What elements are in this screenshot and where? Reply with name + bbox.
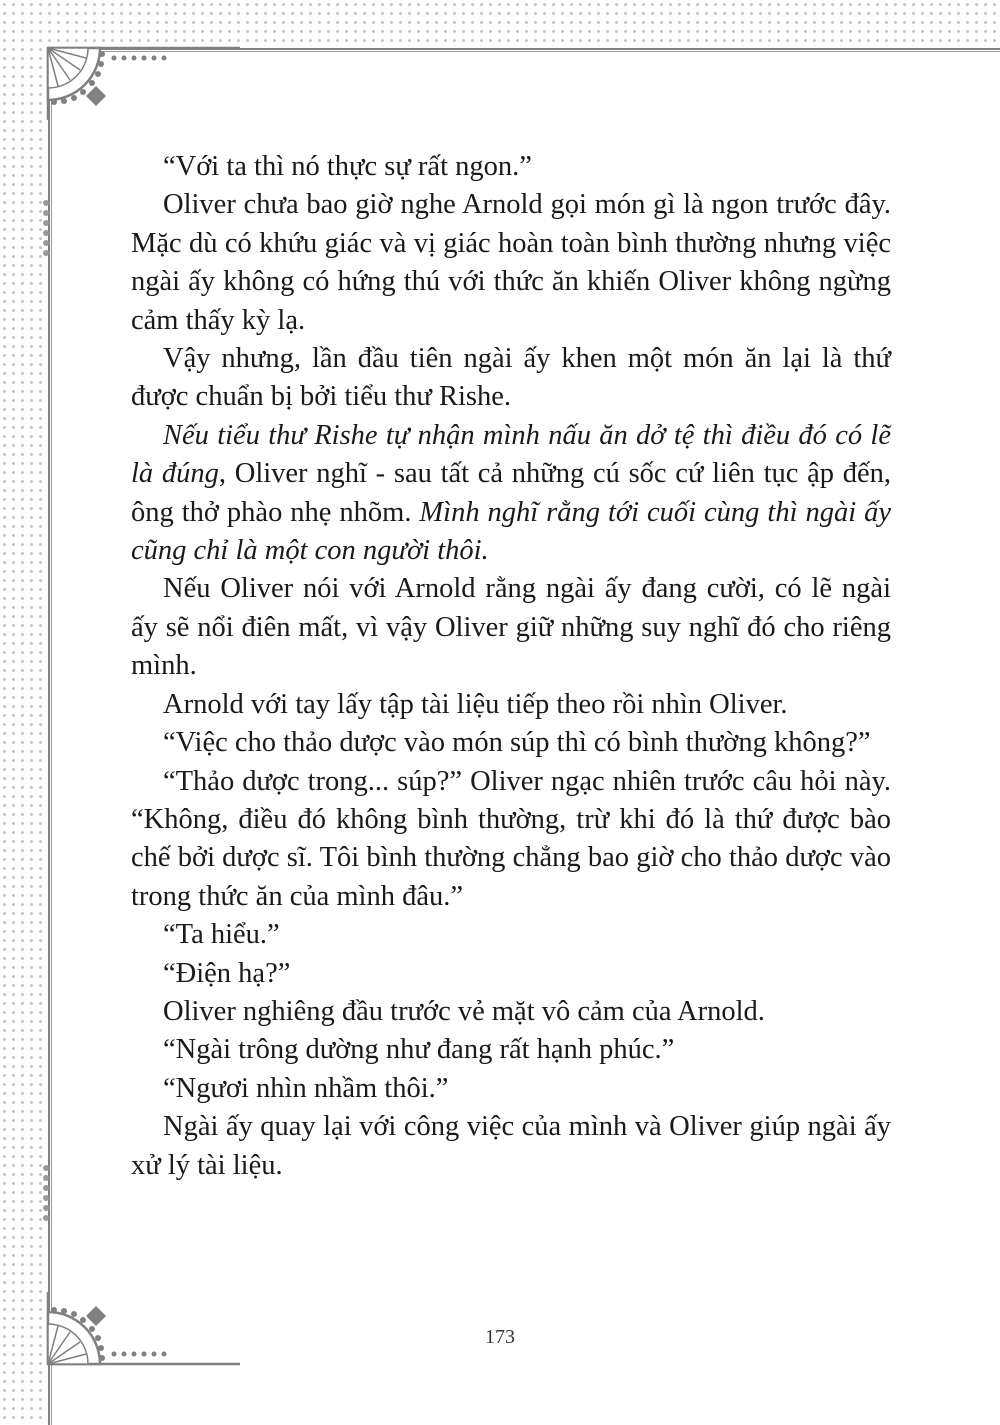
text-segment: “Thảo dược trong... súp?” Oliver ngạc nhiên trước câu hỏi này. “Không, điều đó không bình thường, trừ khi đó là thứ được bào chế bởi dược sĩ. Tôi bình thường chẳng bao giờ cho thảo dược vào trong thức ăn của mình đâu.” (131, 765, 891, 912)
paragraph (131, 148, 891, 186)
border-dots-upper (43, 200, 49, 260)
text-segment: “Ta hiểu.” (163, 919, 280, 951)
italic-text-segment: Nếu tiểu thư Rishe tự nhận mình nấu ăn dở tệ thì điều đó có lẽ là đúng (131, 419, 891, 490)
text-segment: “Điện hạ?” (163, 957, 291, 989)
text-segment: Oliver nghiêng đầu trước vẻ mặt vô cảm của Arnold. (163, 995, 765, 1027)
text-segment: Oliver chưa bao giờ nghe Arnold gọi món gì là ngon trước đây. Mặc dù có khứu giác và vị giác hoàn toàn bình thường nhưng việc ngài ấy không có hứng thú với thức ăn khiến Oliver không ngừng cảm thấy kỳ lạ. (131, 189, 891, 336)
text-segment: Ngài ấy quay lại với công việc của mình và Oliver giúp ngài ấy xử lý tài liệu. (131, 1111, 891, 1181)
paragraph (131, 724, 891, 762)
paragraph (131, 763, 891, 917)
border-dots-lower (43, 1165, 49, 1225)
paragraph (131, 417, 891, 571)
paragraph (131, 993, 891, 1031)
text-segment: “Ngươi nhìn nhầm thôi.” (163, 1072, 449, 1104)
page-number: 173 (485, 1326, 515, 1348)
italic-text-segment: Mình nghĩ rằng tới cuối cùng thì ngài ấy cũng chỉ là một con người thôi. (131, 496, 891, 567)
paragraph (131, 686, 891, 724)
paragraph (131, 1070, 891, 1108)
paragraph (131, 1031, 891, 1069)
text-segment: Nếu Oliver nói với Arnold rằng ngài ấy đang cười, có lẽ ngài ấy sẽ nổi điên mất, vì vậy Oliver giữ những suy nghĩ đó cho riêng mình. (131, 573, 891, 682)
paragraph (131, 916, 891, 954)
paragraph (131, 1108, 891, 1185)
corner-ornament-top-icon (40, 40, 240, 120)
paragraph (131, 570, 891, 685)
text-segment: Arnold với tay lấy tập tài liệu tiếp theo rồi nhìn Oliver. (163, 688, 788, 720)
paragraph (131, 955, 891, 993)
text-segment: , Oliver nghĩ - sau tất cả những cú sốc cứ liên tục ập đến, ông thở phào nhẹ nhõm. (131, 458, 891, 528)
body-text (131, 148, 891, 1185)
text-segment: “Ngài trông dường như đang rất hạnh phúc.” (163, 1034, 675, 1066)
text-segment: “Với ta thì nó thực sự rất ngon.” (163, 151, 532, 182)
paragraph (131, 340, 891, 417)
text-segment: Vậy nhưng, lần đầu tiên ngài ấy khen một món ăn lại là thứ được chuẩn bị bởi tiểu thư Rishe. (131, 343, 891, 413)
text-segment: “Việc cho thảo dược vào món súp thì có bình thường không?” (163, 727, 871, 759)
paragraph (131, 186, 891, 340)
